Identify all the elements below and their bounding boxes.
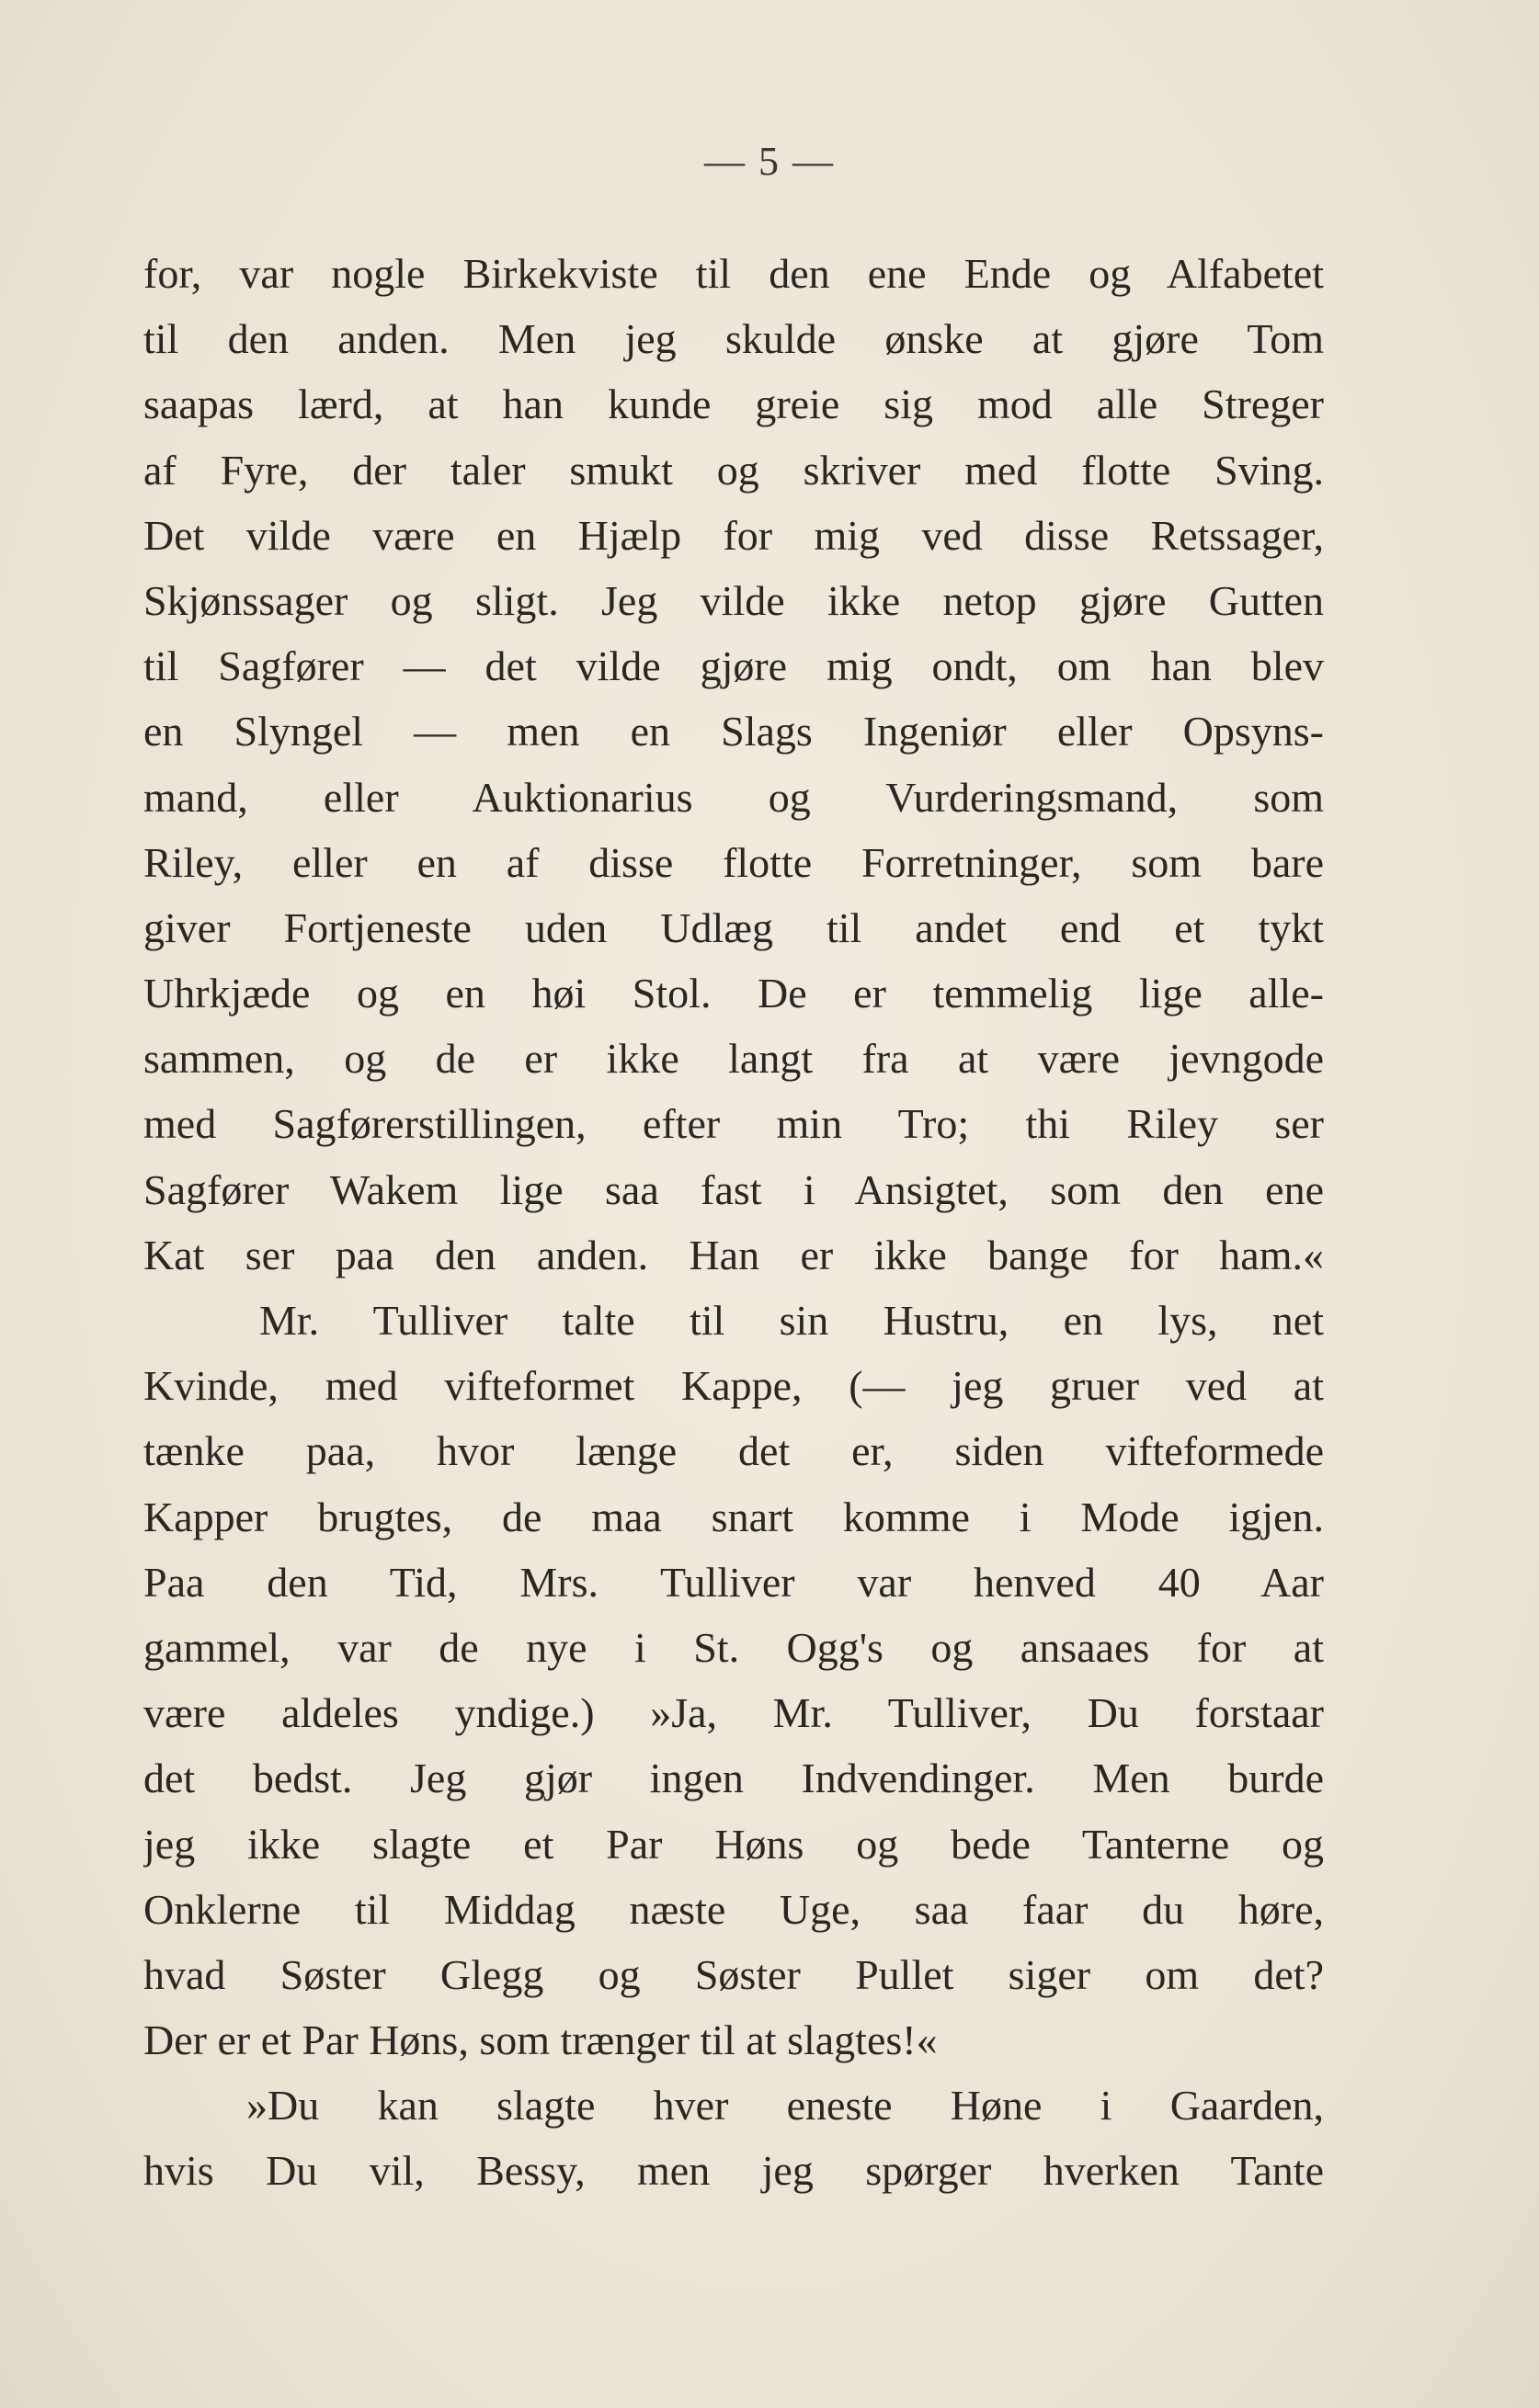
text-line: Skjønssager og sligt. Jeg vilde ikke netop gjøre Gutten xyxy=(143,576,1324,624)
text-line: af Fyre, der taler smukt og skriver med flotte Sving. xyxy=(143,446,1324,494)
text-line: Kapper brugtes, de maa snart komme i Mode igjen. xyxy=(143,1493,1324,1540)
text-line: hvis Du vil, Bessy, men jeg spørger hverken Tante xyxy=(143,2147,1324,2195)
text-line: Riley, eller en af disse flotte Forretninger, som bare xyxy=(143,838,1324,886)
text-line: Paa den Tid, Mrs. Tulliver var henved 40 Aar xyxy=(143,1558,1324,1606)
text-line: med Sagførerstillingen, efter min Tro; thi Riley ser xyxy=(143,1100,1324,1148)
text-line: giver Fortjeneste uden Udlæg til andet end et tykt xyxy=(143,903,1324,951)
text-line: Det vilde være en Hjælp for mig ved disse Retssager, xyxy=(143,511,1324,559)
text-line: Kat ser paa den anden. Han er ikke bange for ham.« xyxy=(143,1231,1324,1278)
text-line: tænke paa, hvor længe det er, siden vifteformede xyxy=(143,1427,1324,1475)
text-line: Onklerne til Middag næste Uge, saa faar du høre, xyxy=(143,1885,1324,1933)
text-line: være aldeles yndige.) »Ja, Mr. Tulliver, Du forstaar xyxy=(143,1689,1324,1737)
text-line: en Slyngel — men en Slags Ingeniør eller Opsyns- xyxy=(143,708,1324,755)
text-line: sammen, og de er ikke langt fra at være jevngode xyxy=(143,1035,1324,1083)
text-line: jeg ikke slagte et Par Høns og bede Tanterne og xyxy=(143,1820,1324,1868)
page-number: — 5 — xyxy=(704,139,835,184)
text-line: saapas lærd, at han kunde greie sig mod alle Streger xyxy=(143,381,1324,428)
text-line: Uhrkjæde og en høi Stol. De er temmelig lige alle- xyxy=(143,970,1324,1017)
text-line: Der er et Par Høns, som trænger til at slagtes!« xyxy=(143,2016,938,2064)
text-line: hvad Søster Glegg og Søster Pullet siger om det? xyxy=(143,1950,1324,1998)
text-line: Mr. Tulliver talte til sin Hustru, en lys, net xyxy=(259,1297,1324,1344)
text-line: til den anden. Men jeg skulde ønske at gjøre Tom xyxy=(143,315,1324,363)
text-line: til Sagfører — det vilde gjøre mig ondt, om han blev xyxy=(143,642,1324,690)
text-line: Sagfører Wakem lige saa fast i Ansigtet, som den ene xyxy=(143,1165,1324,1213)
body-text xyxy=(143,241,1324,2204)
text-line: Kvinde, med vifteformet Kappe, (— jeg gruer ved at xyxy=(143,1362,1324,1410)
text-line: det bedst. Jeg gjør ingen Indvendinger. Men burde xyxy=(143,1755,1324,1802)
text-line: for, var nogle Birkekviste til den ene Ende og Alfabetet xyxy=(143,250,1324,297)
text-line: gammel, var de nye i St. Ogg's og ansaaes for at xyxy=(143,1623,1324,1671)
text-line: mand, eller Auktionarius og Vurderingsmand, som xyxy=(143,773,1324,821)
text-line: »Du kan slagte hver eneste Høne i Gaarden, xyxy=(246,2082,1324,2130)
